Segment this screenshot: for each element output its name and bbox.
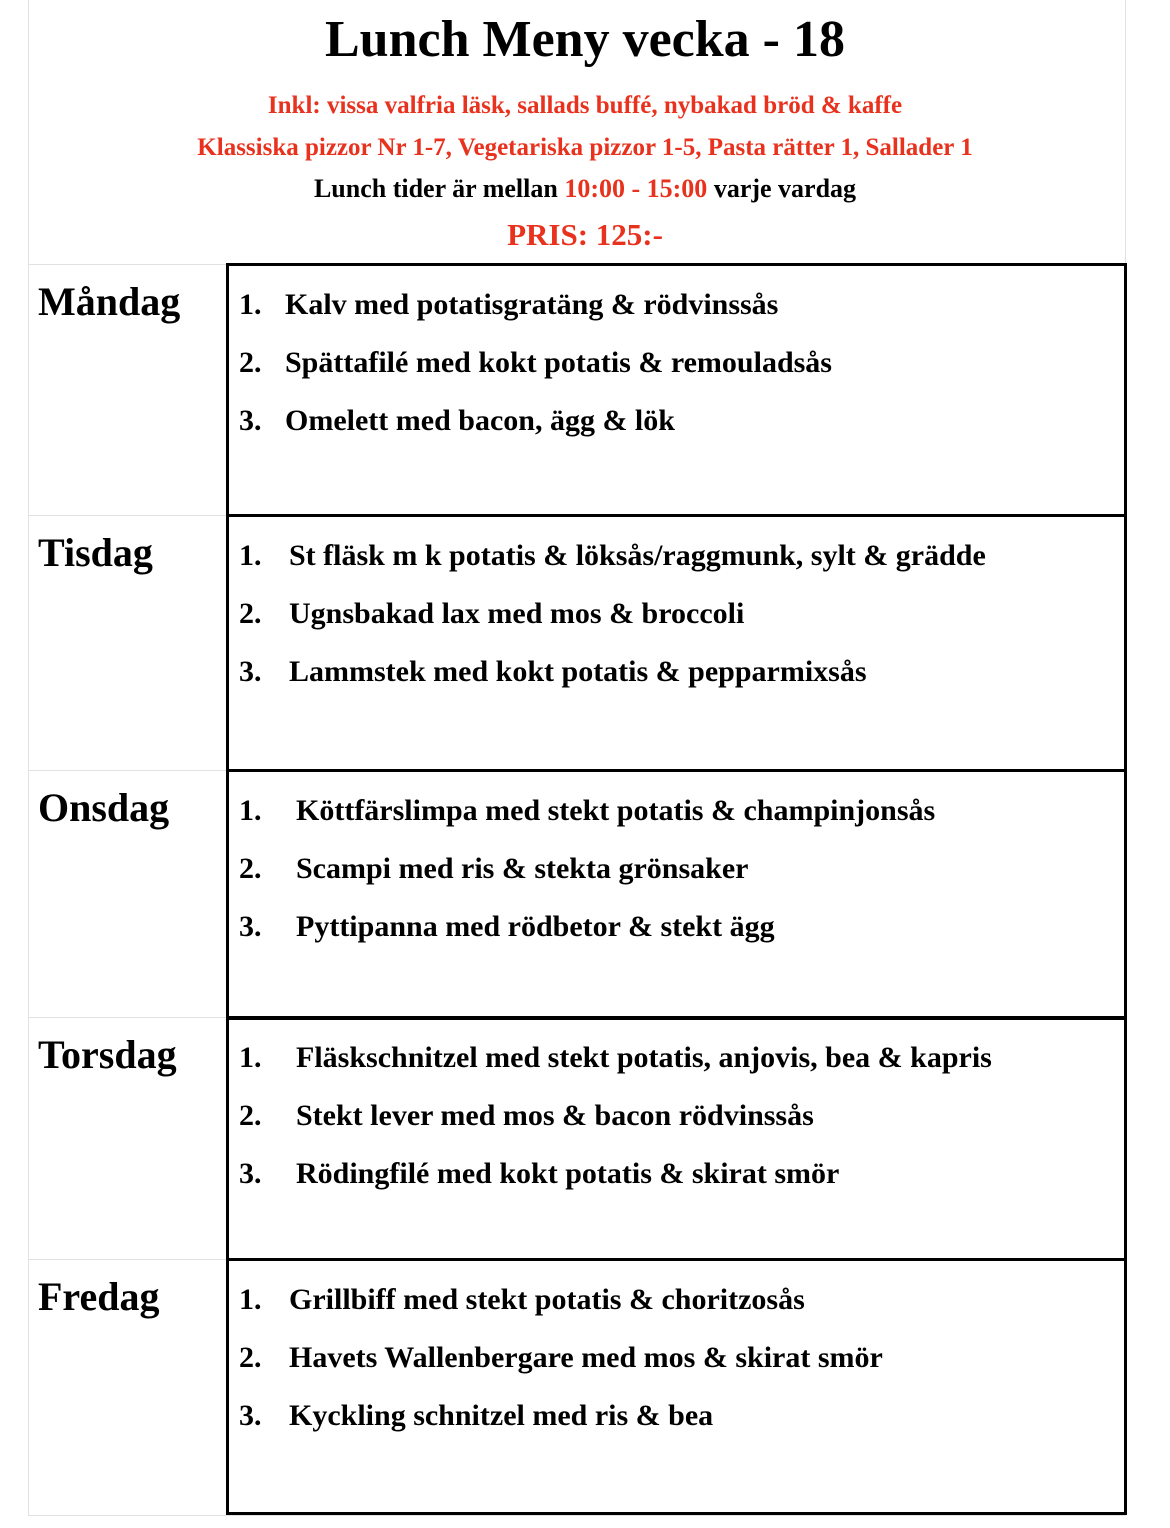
dish-text: Fläskschnitzel med stekt potatis, anjovis, bea & kapris [296,1041,992,1074]
day-separator [29,1259,226,1260]
day-separator [29,770,226,771]
dish-list [239,276,832,450]
hours-suffix: varje vardag [713,174,857,203]
day-label-torsdag: Torsdag [38,1032,177,1077]
list-item [239,392,832,450]
day-separator [29,515,226,516]
hours-line [0,172,1170,206]
list-item [239,1387,883,1445]
dish-text: Havets Wallenbergare med mos & skirat smör [289,1341,883,1374]
dish-text: Kyckling schnitzel med ris & bea [289,1399,714,1432]
dish-text: Kalv med potatisgratäng & rödvinssås [285,288,779,321]
dish-box-mandag [226,263,1127,517]
dish-text: Omelett med bacon, ägg & lök [285,404,675,437]
list-item [239,585,986,643]
dish-number: 1. [239,1283,262,1316]
dish-text: Spättafilé med kokt potatis & remouladsås [285,346,832,379]
dish-number: 3. [239,404,262,437]
list-item [239,1087,992,1145]
day-separator [29,1017,226,1018]
dish-box-torsdag [226,1016,1127,1261]
dish-number: 1. [239,288,262,321]
day-label-tisdag: Tisdag [38,530,153,575]
list-item [239,898,935,956]
list-item [239,334,832,392]
dish-number: 2. [239,1099,262,1132]
dish-number: 2. [239,852,262,885]
dish-number: 3. [239,1157,262,1190]
dish-number: 1. [239,1041,262,1074]
menu-title: Lunch Meny vecka - 18 [325,11,845,68]
dish-number: 1. [239,539,262,572]
list-item [239,1329,883,1387]
dish-number: 2. [239,597,262,630]
day-label-onsdag: Onsdag [38,785,170,830]
day-label-mandag: Måndag [38,279,181,324]
dish-box-fredag [226,1258,1127,1515]
day-label-fredag: Fredag [38,1274,160,1319]
dish-number: 3. [239,655,262,688]
list-item [239,840,935,898]
dish-box-tisdag [226,514,1127,772]
dish-text: Stekt lever med mos & bacon rödvinssås [296,1099,814,1132]
dish-box-onsdag [226,769,1127,1020]
dish-text: Lammstek med kokt potatis & pepparmixsås [289,655,867,688]
dish-number: 3. [239,910,262,943]
list-item [239,1145,992,1203]
dish-number: 1. [239,794,262,827]
price-line: PRIS: 125:- [507,217,663,252]
list-item [239,276,832,334]
dish-number: 2. [239,1341,262,1374]
dish-text: Ugnsbakad lax med mos & broccoli [289,597,745,630]
includes-line: Inkl: vissa valfria läsk, sallads buffé, nybakad bröd & kaffe [267,92,903,119]
dish-number: 3. [239,1399,262,1432]
day-separator [29,264,226,265]
dish-list [239,1271,883,1445]
list-item [239,527,986,585]
dish-text: Köttfärslimpa med stekt potatis & champinjonsås [296,794,936,827]
hours-time: 10:00 - 15:00 [564,174,708,203]
list-item [239,1029,992,1087]
dish-list [239,782,935,956]
list-item [239,643,986,701]
dish-number: 2. [239,346,262,379]
dish-text: Grillbiff med stekt potatis & choritzosås [289,1283,805,1316]
dish-list [239,1029,992,1203]
dish-text: Scampi med ris & stekta grönsaker [296,852,749,885]
hours-prefix: Lunch tider är mellan [313,174,558,203]
dish-text: St fläsk m k potatis & löksås/raggmunk, sylt & grädde [289,539,986,572]
list-item [239,1271,883,1329]
dish-list [239,527,986,701]
options-line: Klassiska pizzor Nr 1-7, Vegetariska pizzor 1-5, Pasta rätter 1, Sallader 1 [197,134,973,161]
dish-text: Pyttipanna med rödbetor & stekt ägg [296,910,775,943]
list-item [239,782,935,840]
dish-text: Rödingfilé med kokt potatis & skirat smör [296,1157,840,1190]
